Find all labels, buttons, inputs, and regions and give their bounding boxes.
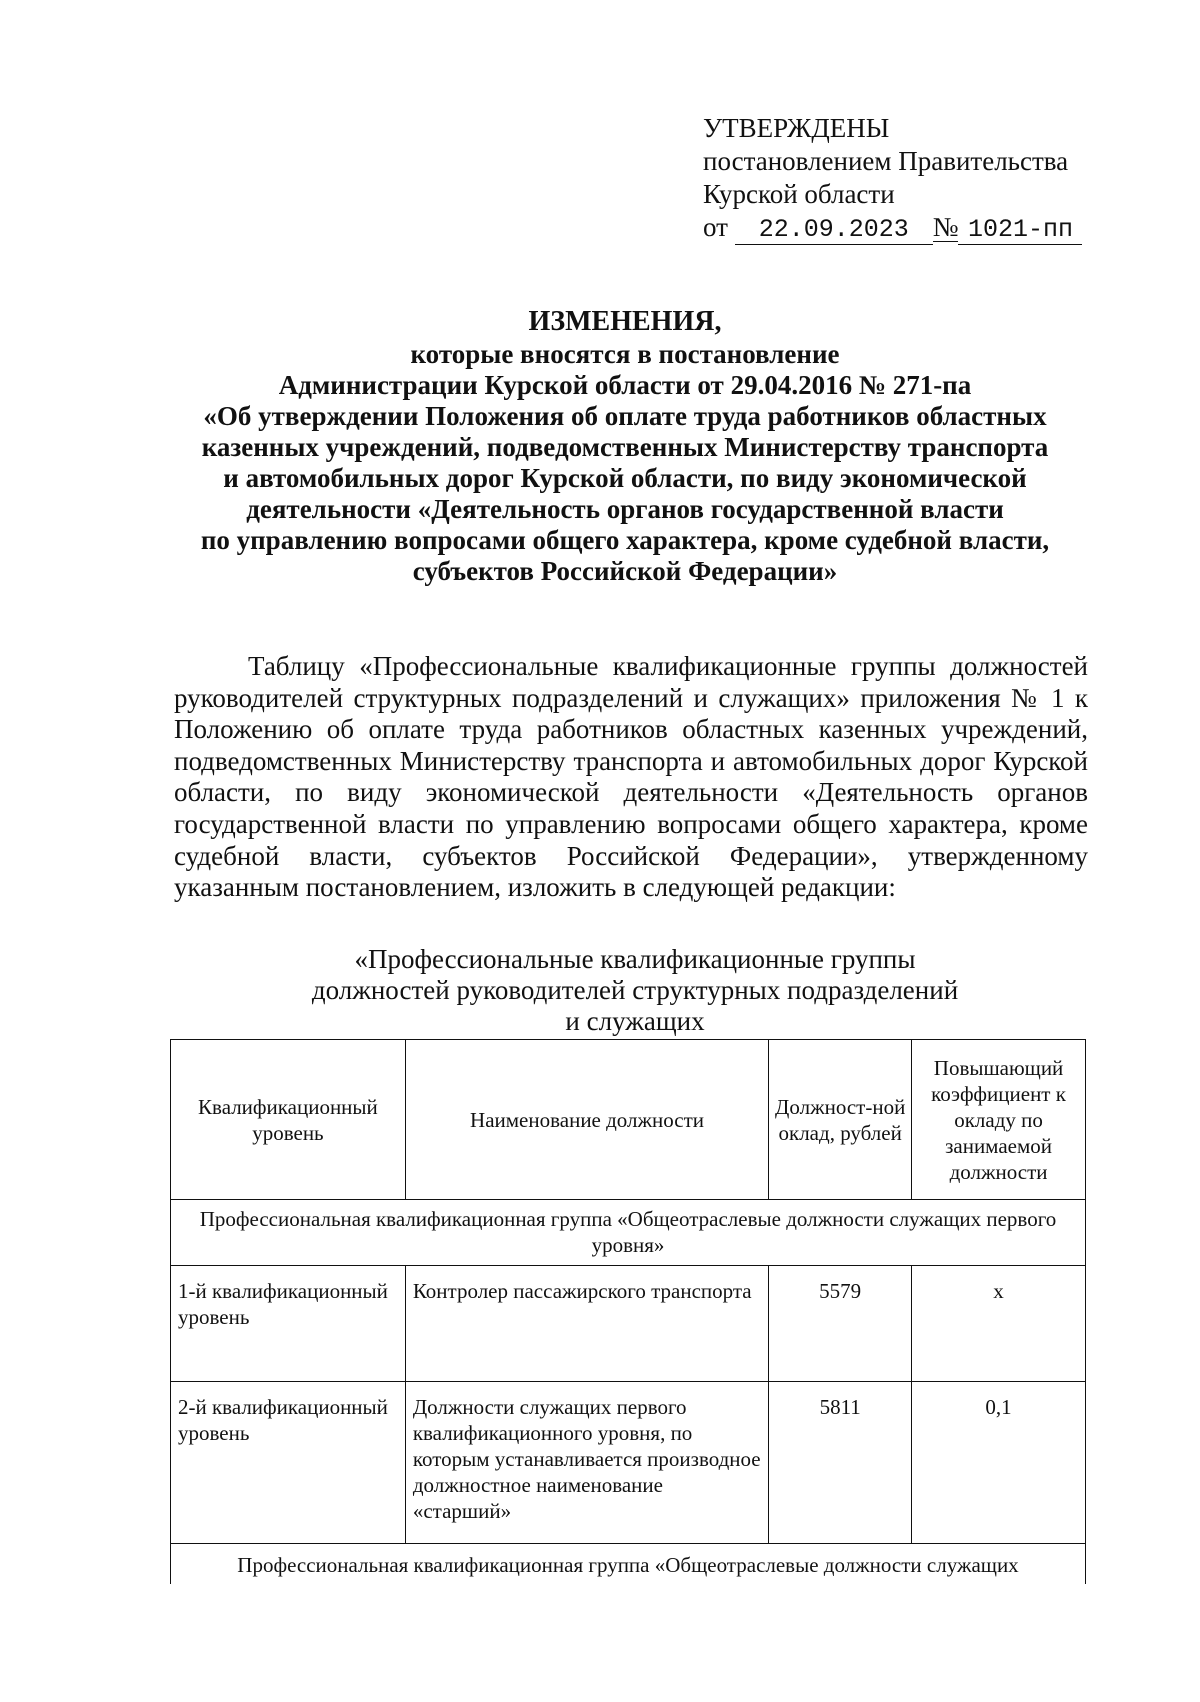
body-paragraph-block bbox=[174, 651, 1088, 904]
row-coefficient: х bbox=[912, 1266, 1086, 1382]
title-main: ИЗМЕНЕНИЯ, bbox=[528, 306, 722, 337]
header-level: Квалификационный уровень bbox=[171, 1040, 406, 1200]
title-line: «Об утверждении Положения об оплате труда работников областных bbox=[203, 401, 1047, 431]
row-salary: 5579 bbox=[769, 1266, 912, 1382]
approval-date-line bbox=[703, 211, 1082, 245]
header-coefficient: Повышающий коэффициент к окладу по занимаемой должности bbox=[912, 1040, 1086, 1200]
row-coefficient: 0,1 bbox=[912, 1382, 1086, 1544]
title-line: казенных учреждений, подведомственных Министерству транспорта bbox=[201, 432, 1049, 462]
title-line: которые вносятся в постановление bbox=[410, 339, 840, 369]
body-paragraph: Таблицу «Профессиональные квалификационные группы должностей руководителей структурных подразделений и служащих» приложения № 1 к Положению об оплате труда работников областных казенных учреждений, подведомственных Министерству транспорта и автомобильных дорог Курской области, по виду экономической деятельности «Деятельность органов государственной власти по управлению вопросами общего характера, кроме судебной власти, субъектов Российской Федерации», утвержденному указанным постановлением, изложить в следующей редакции: bbox=[174, 651, 1088, 903]
table-title-line: и служащих bbox=[565, 1006, 705, 1036]
document-title bbox=[150, 306, 1100, 587]
header-salary: Должност-ной оклад, рублей bbox=[769, 1040, 912, 1200]
group-title: Профессиональная квалификационная группа «Общеотраслевые должности служащих первого уровня» bbox=[171, 1200, 1086, 1266]
row-position: Контролер пассажирского транспорта bbox=[405, 1266, 768, 1382]
approval-line-1: постановлением Правительства bbox=[703, 146, 1069, 176]
approval-line-2: Курской области bbox=[703, 179, 895, 209]
approval-date: 22.09.2023 bbox=[735, 216, 933, 245]
table-title-line: должностей руководителей структурных подразделений bbox=[311, 975, 959, 1005]
approval-number: 1021-пп bbox=[958, 216, 1082, 245]
title-line: деятельности «Деятельность органов государственной власти bbox=[246, 494, 1004, 524]
group-row bbox=[171, 1200, 1086, 1266]
title-line: Администрации Курской области от 29.04.2016 № 271-па bbox=[278, 370, 972, 400]
approval-stamp bbox=[703, 112, 1082, 245]
table-row bbox=[171, 1266, 1086, 1382]
row-position: Должности служащих первого квалификационного уровня, по которым устанавливается производное должностное наименование «старший» bbox=[405, 1382, 768, 1544]
group-title: Профессиональная квалификационная группа «Общеотраслевые должности служащих bbox=[171, 1544, 1086, 1585]
qualification-table bbox=[170, 1039, 1086, 1584]
table-title bbox=[160, 944, 1110, 1037]
title-line: субъектов Российской Федерации» bbox=[412, 556, 838, 586]
header-position: Наименование должности bbox=[405, 1040, 768, 1200]
table-title-line: «Профессиональные квалификационные группы bbox=[354, 944, 916, 974]
row-salary: 5811 bbox=[769, 1382, 912, 1544]
row-level: 1-й квалификационный уровень bbox=[171, 1266, 406, 1382]
number-prefix: № bbox=[932, 212, 959, 242]
table-row bbox=[171, 1382, 1086, 1544]
group-row bbox=[171, 1544, 1086, 1585]
row-level: 2-й квалификационный уровень bbox=[171, 1382, 406, 1544]
approval-heading: УТВЕРЖДЕНЫ bbox=[703, 113, 890, 143]
title-line: по управлению вопросами общего характера, кроме судебной власти, bbox=[200, 525, 1050, 555]
date-prefix: от bbox=[703, 212, 728, 242]
title-line: и автомобильных дорог Курской области, по виду экономической bbox=[223, 463, 1027, 493]
table-header-row bbox=[171, 1040, 1086, 1200]
